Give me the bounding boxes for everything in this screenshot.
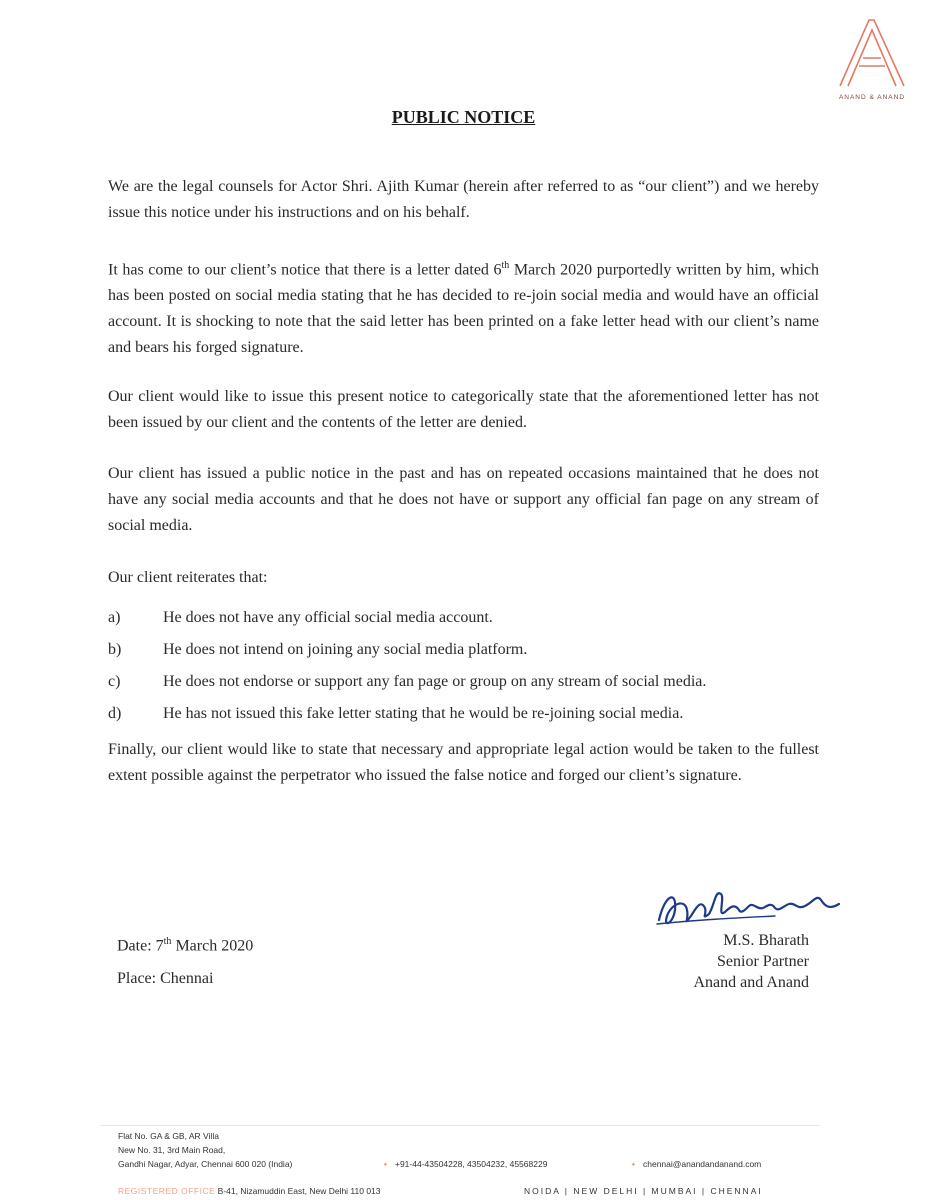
footer-cities: NOIDA | NEW DELHI | MUMBAI | CHENNAI — [524, 1186, 763, 1196]
footer-divider — [100, 1125, 820, 1126]
list-text: He has not issued this fake letter stating that he would be re-joining social media. — [163, 705, 684, 722]
place-line: Place: Chennai — [117, 970, 214, 987]
footer-phone — [384, 1159, 547, 1169]
list-marker: c) — [108, 673, 121, 690]
list-text: He does not endorse or support any fan page or group on any stream of social media. — [163, 673, 707, 690]
date-line — [117, 931, 253, 956]
list-item — [108, 606, 493, 630]
footer-registered-office — [118, 1186, 381, 1196]
logo-a-icon — [834, 16, 910, 88]
list-item — [108, 638, 527, 662]
footer-email[interactable] — [632, 1159, 761, 1169]
paragraph-legal-action: Finally, our client would like to state that necessary and appropriate legal action would be taken to the fullest extent possible against the perpetrator who issued the false notice and forged our client’s signature. — [108, 741, 819, 784]
paragraph-letter-claim-end: March 2020 purportedly written by him, which has been posted on social media stating that he has decided to re-join social media and would have an official account. It is shocking to note that the said letter has been printed on a fake letter head with our client’s name and bears his forged signature. — [108, 261, 819, 357]
list-text: He does not have any official social media account. — [163, 609, 493, 626]
firm-logo — [826, 16, 918, 106]
footer-phone-text: +91-44-43504228, 43504232, 45568229 — [394, 1159, 548, 1169]
signatory-firm: Anand and Anand — [693, 974, 809, 991]
notice-title: PUBLIC NOTICE — [391, 107, 536, 127]
list-marker: a) — [108, 609, 121, 626]
list-text: He does not intend on joining any social media platform. — [163, 641, 528, 658]
list-marker: b) — [108, 641, 122, 658]
list-item — [108, 670, 706, 694]
date-rest: March 2020 — [171, 937, 254, 955]
paragraph-letter-claim-start: It has come to our client’s notice that there is a letter dated 6 — [108, 261, 502, 279]
signatory-name: M.S. Bharath — [723, 932, 809, 949]
footer-registered-label: REGISTERED OFFICE — [118, 1186, 216, 1196]
footer-address-line2: New No. 31, 3rd Main Road, — [118, 1145, 226, 1155]
date-ordinal-suffix: th — [501, 260, 510, 271]
bullet-icon: • — [632, 1159, 635, 1169]
bullet-icon: • — [384, 1159, 387, 1169]
footer-address-line1: Flat No. GA & GB, AR Villa — [118, 1131, 219, 1141]
footer-email-text[interactable]: chennai@anandandanand.com — [642, 1159, 762, 1169]
logo-brand-text: ANAND & ANAND — [838, 94, 906, 101]
paragraph-denial: Our client would like to issue this present notice to categorically state that the aforementioned letter has not been issued by our client and the contents of the letter are denied. — [108, 388, 819, 431]
footer-registered-address: B-41, Nizamuddin East, New Delhi 110 013 — [217, 1186, 381, 1196]
paragraph-intro: We are the legal counsels for Actor Shri. Ajith Kumar (herein after referred to as “our client”) and we hereby issue this notice under his instructions and on his behalf. — [108, 178, 819, 221]
list-item — [108, 702, 683, 726]
footer-address-line3: Gandhi Nagar, Adyar, Chennai 600 020 (India) — [118, 1159, 293, 1169]
signatory-block — [693, 930, 809, 993]
paragraph-history: Our client has issued a public notice in the past and has on repeated occasions maintained that he does not have any social media accounts and that he does not have or support any official fan page on any stream of social media. — [108, 465, 819, 534]
paragraph-letter-claim — [108, 253, 819, 361]
date-label: Date: 7 — [117, 937, 164, 955]
list-marker: d) — [108, 705, 122, 722]
signatory-designation: Senior Partner — [717, 953, 809, 970]
paragraph-reiterates: Our client reiterates that: — [108, 569, 268, 586]
date-suffix: th — [163, 936, 172, 947]
